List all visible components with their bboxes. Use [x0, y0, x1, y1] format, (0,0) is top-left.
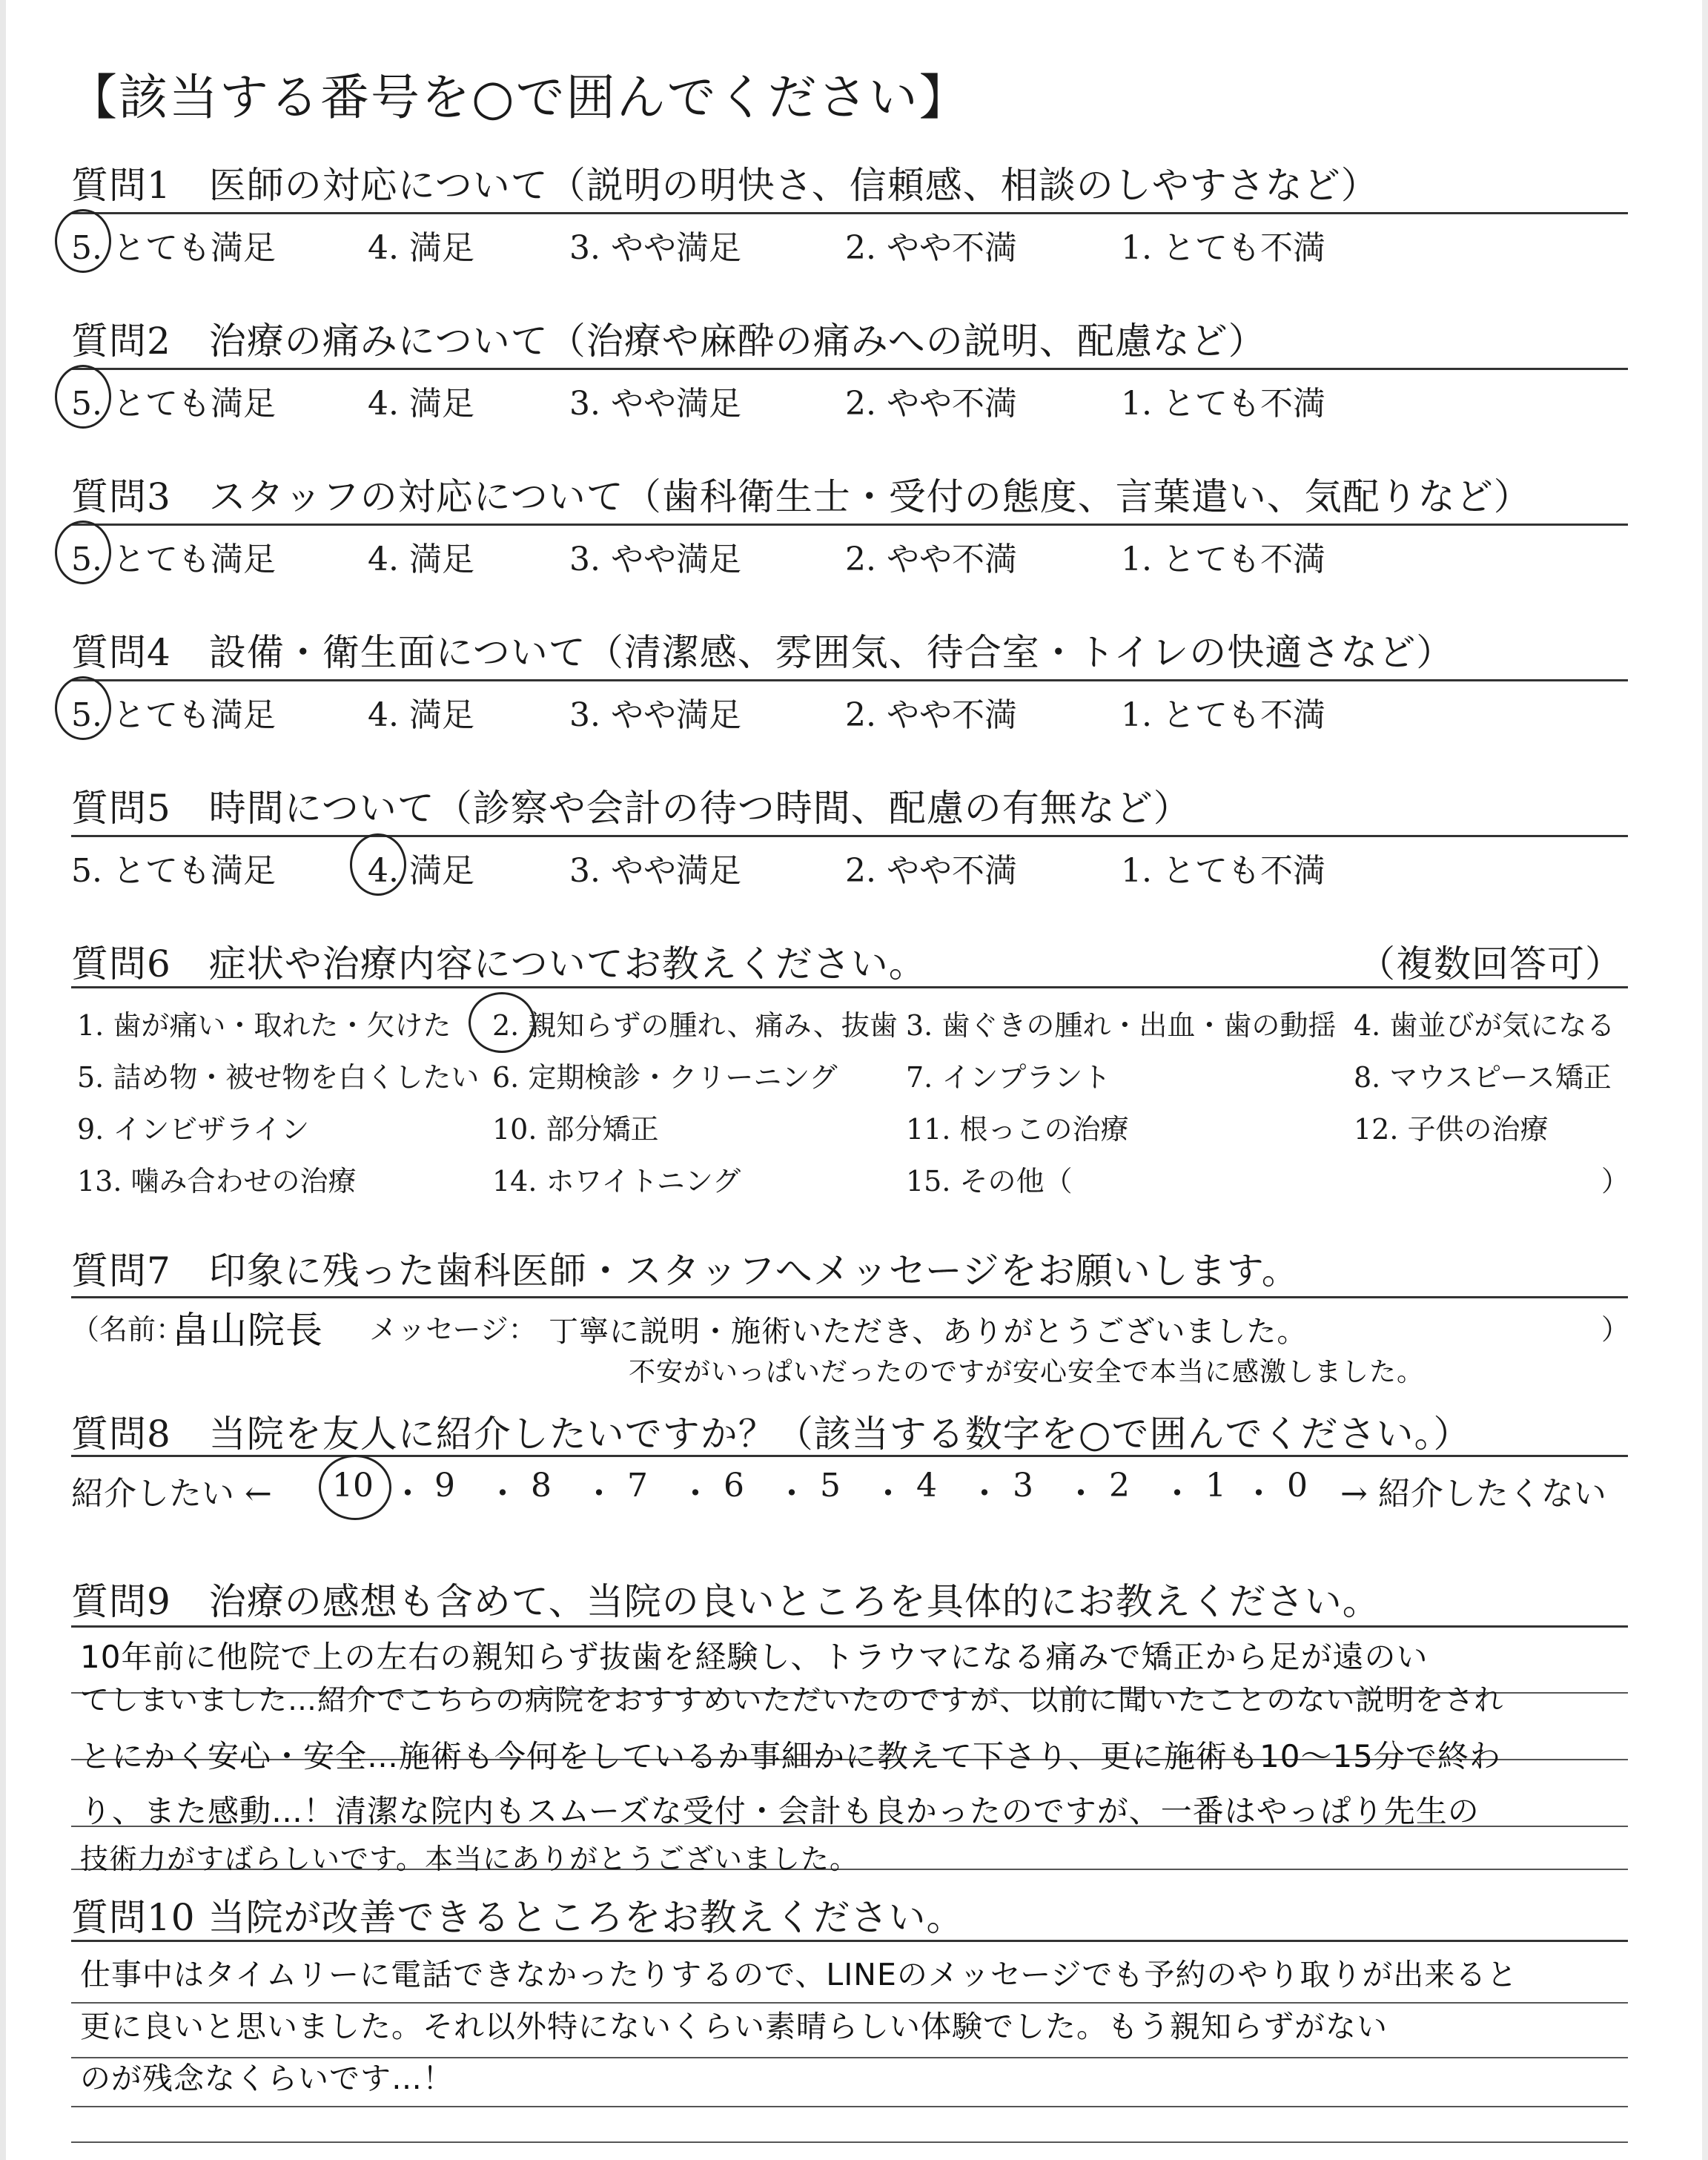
q8-scale-7[interactable]: 7: [627, 1467, 648, 1505]
q8-dot: ・: [775, 1475, 808, 1513]
q4-option-5[interactable]: 5. とても満足: [71, 696, 276, 734]
q8-scale-9[interactable]: 9: [434, 1467, 455, 1505]
q10-answer-line-1[interactable]: 仕事中はタイムリーに電話できなかったりするので、LINEのメッセージでも予約のやり取りが出来ると: [80, 1957, 1518, 1992]
q10-answer-line-2[interactable]: 更に良いと思いました。それ以外特にないくらい素晴らしい体験でした。もう親知らずがない: [80, 2009, 1388, 2044]
q8-left-label: 紹介したい ←: [71, 1475, 272, 1513]
q8-rule: [71, 1455, 1628, 1457]
q8-dot: ・: [1065, 1475, 1097, 1513]
q2-option-2[interactable]: 2. やや不満: [845, 385, 1017, 423]
q8-right-label: → 紹介したくない: [1340, 1475, 1606, 1513]
q9-rule-1: [71, 1625, 1628, 1628]
q6-note: （複数回答可）: [1358, 942, 1623, 985]
q8-scale-8[interactable]: 8: [531, 1467, 552, 1505]
q4-option-1[interactable]: 1. とても不満: [1121, 696, 1325, 734]
scan-edge-left: [0, 0, 6, 2160]
q3-title: 質問3 スタッフの対応について（歯科衛生士・受付の態度、言葉遣い、気配りなど）: [71, 475, 1532, 518]
q7-name-label: （名前：: [71, 1313, 185, 1346]
q7-message-line-2[interactable]: 不安がいっぱいだったのですが安心安全で本当に感激しました。: [629, 1357, 1425, 1387]
q10-rule-5: [71, 2141, 1628, 2143]
q6-item-10[interactable]: 10. 部分矯正: [492, 1113, 659, 1146]
q1-option-3[interactable]: 3. やや満足: [569, 229, 741, 267]
q6-item-1[interactable]: 1. 歯が痛い・取れた・欠けた: [77, 1009, 451, 1042]
q7-rule: [71, 1296, 1628, 1298]
q8-dot: ・: [872, 1475, 904, 1513]
q7-title: 質問7 印象に残った歯科医師・スタッフへメッセージをお願いします。: [71, 1249, 1300, 1292]
q2-option-1[interactable]: 1. とても不満: [1121, 385, 1325, 423]
q8-dot: ・: [391, 1475, 424, 1513]
q10-rule-4: [71, 2106, 1628, 2107]
q4-option-2[interactable]: 2. やや不満: [845, 696, 1017, 734]
q9-answer-line-3[interactable]: とにかく安心・安全…施術も今何をしているか事細かに教えて下さり、更に施術も10〜15分で終わ: [80, 1738, 1501, 1774]
q2-selection-circle: [55, 365, 111, 429]
q8-scale-5[interactable]: 5: [820, 1467, 841, 1505]
q6-rule: [71, 986, 1628, 988]
q10-answer-line-3[interactable]: のが残念なくらいです…！: [80, 2061, 454, 2096]
q6-item-4[interactable]: 4. 歯並びが気になる: [1354, 1009, 1615, 1042]
q5-option-5[interactable]: 5. とても満足: [71, 852, 276, 890]
q8-scale-4[interactable]: 4: [916, 1467, 937, 1505]
q6-item-14[interactable]: 14. ホワイトニング: [492, 1165, 741, 1198]
q1-option-2[interactable]: 2. やや不満: [845, 229, 1017, 267]
q6-item-15[interactable]: 15. その他（: [906, 1165, 1073, 1198]
q8-selection-circle: [319, 1455, 391, 1520]
q8-scale-1[interactable]: 1: [1205, 1467, 1226, 1505]
q3-option-3[interactable]: 3. やや満足: [569, 541, 741, 578]
q8-dot: ・: [1161, 1475, 1194, 1513]
q5-rule: [71, 835, 1628, 837]
q4-option-3[interactable]: 3. やや満足: [569, 696, 741, 734]
q8-scale-0[interactable]: 0: [1287, 1467, 1308, 1505]
q10-title: 質問10 当院が改善できるところをお教えください。: [71, 1896, 964, 1939]
q5-option-1[interactable]: 1. とても不満: [1121, 852, 1325, 890]
q9-title: 質問9 治療の感想も含めて、当院の良いところを具体的にお教えください。: [71, 1580, 1380, 1623]
q6-item-11[interactable]: 11. 根っこの治療: [906, 1113, 1129, 1146]
q3-selection-circle: [55, 521, 111, 584]
q8-dot: ・: [486, 1475, 519, 1513]
q3-option-2[interactable]: 2. やや不満: [845, 541, 1017, 578]
q9-answer-line-1[interactable]: 10年前に他院で上の左右の親知らず抜歯を経験し、トラウマになる痛みで矯正から足が遠のい: [80, 1639, 1429, 1675]
q8-scale-2[interactable]: 2: [1109, 1467, 1130, 1505]
scan-edge-right: [1702, 0, 1708, 2160]
q3-option-5[interactable]: 5. とても満足: [71, 541, 276, 578]
q4-selection-circle: [55, 676, 111, 740]
q6-item-13[interactable]: 13. 噛み合わせの治療: [77, 1165, 357, 1198]
q3-option-4[interactable]: 4. 満足: [368, 541, 474, 578]
q7-message-line-1[interactable]: 丁寧に説明・施術いただき、ありがとうございました。: [549, 1315, 1308, 1349]
q6-item-2[interactable]: 2. 親知らずの腫れ、痛み、抜歯: [492, 1009, 898, 1042]
q6-item-8[interactable]: 8. マウスピース矯正: [1354, 1061, 1612, 1094]
q1-option-4[interactable]: 4. 満足: [368, 229, 474, 267]
q5-option-4[interactable]: 4. 満足: [368, 852, 474, 890]
q2-rule: [71, 368, 1628, 370]
q3-option-1[interactable]: 1. とても不満: [1121, 541, 1325, 578]
q7-name-value[interactable]: 畠山院長: [172, 1309, 323, 1352]
q8-dot: ・: [679, 1475, 712, 1513]
q8-dot: ・: [1242, 1475, 1275, 1513]
q5-option-2[interactable]: 2. やや不満: [845, 852, 1017, 890]
q2-option-5[interactable]: 5. とても満足: [71, 385, 276, 423]
q4-option-4[interactable]: 4. 満足: [368, 696, 474, 734]
q9-answer-line-4[interactable]: り、また感動…！清潔な院内もスムーズな受付・会計も良かったのですが、一番はやっぱり先生の: [80, 1793, 1480, 1829]
q10-rule-1: [71, 1940, 1628, 1942]
q1-rule: [71, 212, 1628, 214]
page-header: 【該当する番号を○で囲んでください】: [68, 69, 970, 126]
q9-answer-line-2[interactable]: てしまいました…紹介でこちらの病院をおすすめいただいたのですが、以前に聞いたことのない説明をされ: [80, 1684, 1504, 1717]
q6-item-12[interactable]: 12. 子供の治療: [1354, 1113, 1549, 1146]
q8-scale-10[interactable]: 10: [332, 1467, 374, 1505]
q2-option-4[interactable]: 4. 満足: [368, 385, 474, 423]
q8-dot: ・: [968, 1475, 1001, 1513]
q6-item-3[interactable]: 3. 歯ぐきの腫れ・出血・歯の動揺: [906, 1009, 1337, 1042]
q7-close-paren: ）: [1601, 1313, 1630, 1346]
q6-item-5[interactable]: 5. 詰め物・被せ物を白くしたい: [77, 1061, 480, 1094]
q4-rule: [71, 679, 1628, 681]
q6-selection-circle: [469, 992, 535, 1053]
q5-selection-circle: [350, 833, 406, 896]
q6-item-9[interactable]: 9. インビザライン: [77, 1113, 310, 1146]
q8-scale-3[interactable]: 3: [1013, 1467, 1033, 1505]
q4-title: 質問4 設備・衛生面について（清潔感、雰囲気、待合室・トイレの快適さなど）: [71, 631, 1454, 674]
q8-dot: ・: [583, 1475, 615, 1513]
q6-title: 質問6 症状や治療内容についてお教えください。: [71, 942, 927, 985]
q3-rule: [71, 524, 1628, 526]
q2-option-3[interactable]: 3. やや満足: [569, 385, 741, 423]
q2-title: 質問2 治療の痛みについて（治療や麻酔の痛みへの説明、配慮など）: [71, 320, 1266, 363]
q9-answer-line-5[interactable]: 技術力がすばらしいです。本当にありがとうございました。: [80, 1843, 858, 1875]
q7-message-label: メッセージ：: [369, 1313, 537, 1346]
q6-item-7[interactable]: 7. インプラント: [906, 1061, 1111, 1094]
q8-title: 質問8 当院を友人に紹介したいですか？（該当する数字を○で囲んでください。）: [71, 1413, 1472, 1456]
q6-item-15-close: ）: [1601, 1165, 1630, 1198]
q6-item-6[interactable]: 6. 定期検診・クリーニング: [492, 1061, 838, 1094]
q1-option-1[interactable]: 1. とても不満: [1121, 229, 1325, 267]
q1-option-5[interactable]: 5. とても満足: [71, 229, 276, 267]
q1-selection-circle: [55, 209, 111, 273]
q5-option-3[interactable]: 3. やや満足: [569, 852, 741, 890]
q5-title: 質問5 時間について（診察や会計の待つ時間、配慮の有無など）: [71, 787, 1191, 830]
q8-scale-6[interactable]: 6: [724, 1467, 744, 1505]
q1-title: 質問1 医師の対応について（説明の明快さ、信頼感、相談のしやすさなど）: [71, 164, 1379, 207]
